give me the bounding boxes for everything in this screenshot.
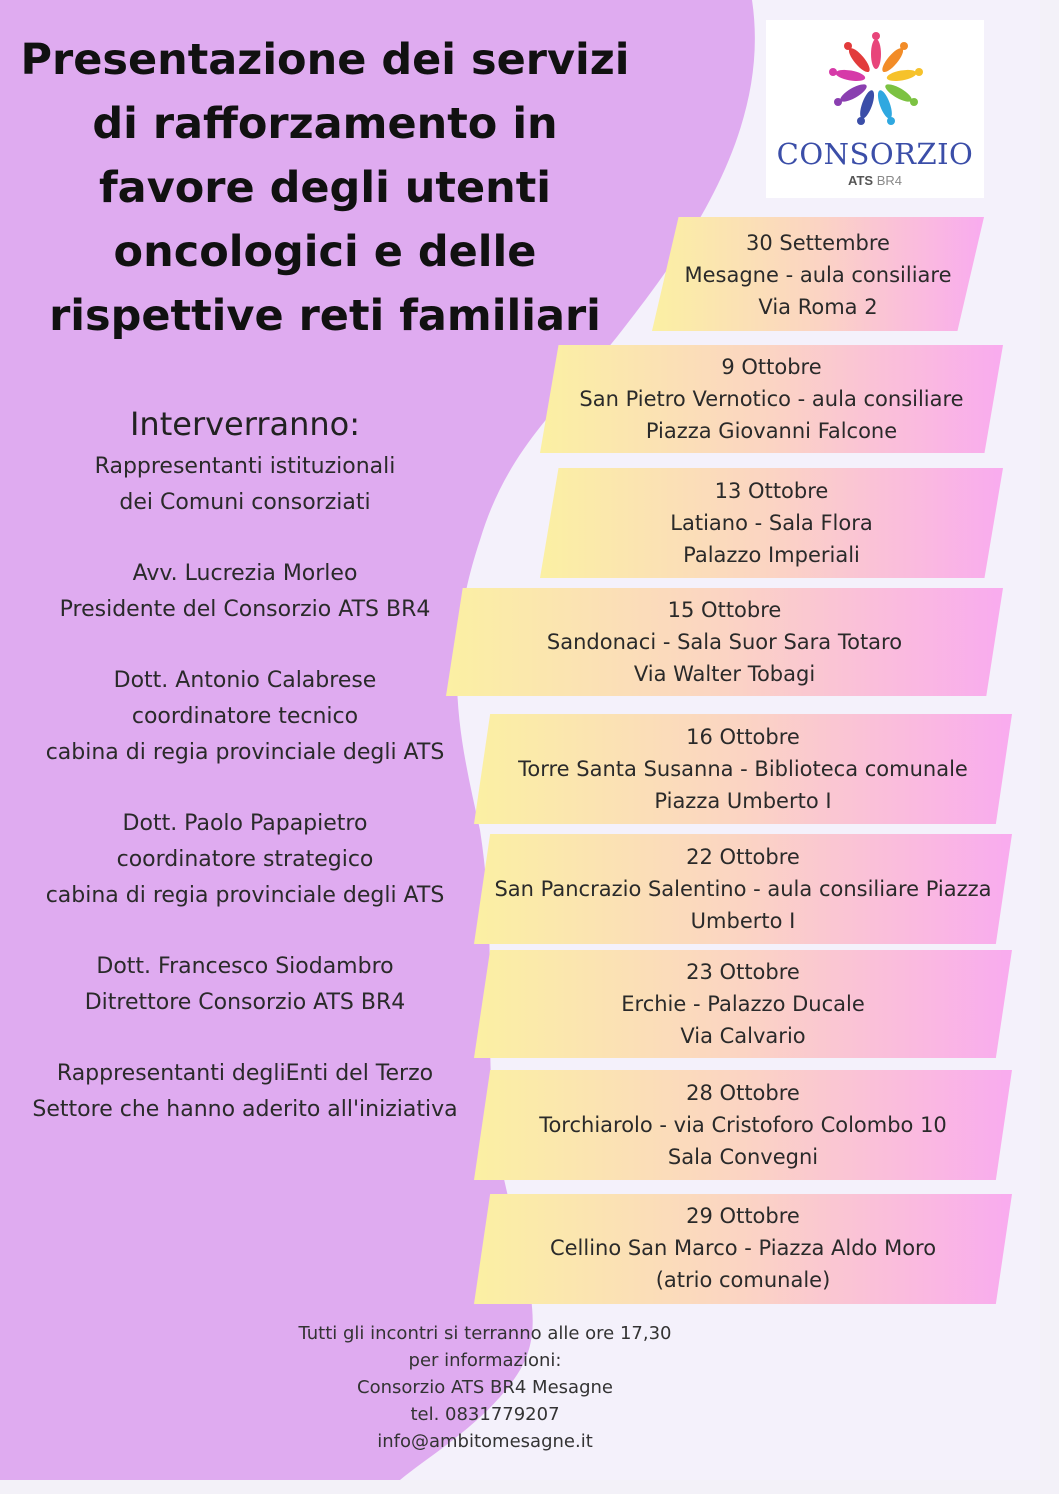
- logo-subtitle: [766, 173, 984, 188]
- title-line: oncologici e delle: [113, 227, 537, 277]
- event-date: 9 Ottobre: [721, 355, 822, 379]
- event-date: 13 Ottobre: [714, 479, 829, 503]
- event-text: [446, 594, 1003, 690]
- event-venue: Erchie - Palazzo Ducale: [621, 992, 865, 1016]
- title-line: rispettive reti familiari: [49, 291, 601, 341]
- title-line: di rafforzamento in: [92, 99, 558, 149]
- event-venue: Torchiarolo - via Cristoforo Colombo 10: [539, 1113, 947, 1137]
- flower-logo-icon: [766, 20, 984, 135]
- event-text: [474, 956, 1012, 1052]
- speaker-block: [10, 806, 480, 914]
- event-address: Piazza Giovanni Falcone: [645, 419, 898, 443]
- logo-brand: CONSORZIO: [776, 137, 974, 171]
- event-text: [474, 841, 1012, 937]
- event-venue: Sandonaci - Sala Suor Sara Totaro: [546, 630, 903, 654]
- speaker-line: Dott. Antonio Calabrese: [113, 668, 377, 693]
- event-text: [474, 1077, 1012, 1173]
- speakers-heading: Interverranno:: [129, 405, 360, 443]
- speaker-line: Avv. Lucrezia Morleo: [132, 561, 358, 586]
- event-text: [540, 475, 1003, 571]
- event-address: (atrio comunale): [655, 1268, 831, 1292]
- event-date: 30 Settembre: [746, 231, 890, 255]
- event-venue: Mesagne - aula consiliare: [684, 263, 952, 287]
- speaker-line: coordinatore strategico: [116, 847, 374, 872]
- footer-organization: Consorzio ATS BR4 Mesagne: [357, 1377, 613, 1398]
- speaker-line: Ditrettore Consorzio ATS BR4: [84, 990, 406, 1015]
- event-address: Piazza Umberto I: [654, 789, 832, 813]
- event-address: Via Calvario: [680, 1024, 806, 1048]
- speaker-line: Rappresentanti degliEnti del Terzo: [56, 1061, 434, 1086]
- event-text: [540, 351, 1003, 447]
- logo-sub-bold: ATS: [848, 173, 874, 188]
- event-venue: Cellino San Marco - Piazza Aldo Moro: [549, 1236, 937, 1260]
- event-venue: Latiano - Sala Flora: [670, 511, 873, 535]
- speaker-line: Rappresentanti istituzionali: [94, 454, 396, 479]
- speaker-line: cabina di regia provinciale degli ATS: [45, 740, 445, 765]
- speaker-block: [10, 663, 480, 771]
- footer-schedule-note: Tutti gli incontri si terranno alle ore 17,30: [298, 1323, 672, 1344]
- speaker-line: cabina di regia provinciale degli ATS: [45, 883, 445, 908]
- contact-footer: [250, 1320, 720, 1455]
- event-address: Umberto I: [690, 909, 796, 933]
- event-address: Via Roma 2: [758, 295, 878, 319]
- speaker-block: [10, 949, 480, 1021]
- event-text: [660, 227, 976, 323]
- poster-title: [20, 28, 630, 348]
- footer-email[interactable]: info@ambitomesagne.it: [377, 1431, 593, 1452]
- event-venue: San Pancrazio Salentino - aula consiliare Piazza: [494, 877, 992, 901]
- consorzio-logo: [766, 20, 984, 198]
- event-date: 23 Ottobre: [686, 960, 800, 984]
- speakers-section: [10, 405, 480, 1163]
- title-line: favore degli utenti: [98, 163, 552, 213]
- event-venue: San Pietro Vernotico - aula consiliare: [579, 387, 964, 411]
- logo-sub-light: BR4: [876, 173, 902, 188]
- event-text: [474, 1200, 1012, 1296]
- speaker-line: dei Comuni consorziati: [119, 490, 371, 515]
- speaker-block: [10, 556, 480, 628]
- event-date: 29 Ottobre: [686, 1204, 800, 1228]
- event-date: 15 Ottobre: [667, 598, 782, 622]
- speaker-block: [10, 1056, 480, 1128]
- event-address: Via Walter Tobagi: [633, 662, 816, 686]
- event-venue: Torre Santa Susanna - Biblioteca comunale: [518, 757, 968, 781]
- event-date: 16 Ottobre: [686, 725, 800, 749]
- speaker-line: Presidente del Consorzio ATS BR4: [59, 597, 431, 622]
- event-date: 28 Ottobre: [686, 1081, 800, 1105]
- title-line: Presentazione dei servizi: [20, 35, 630, 85]
- speaker-line: Dott. Paolo Papapietro: [122, 811, 368, 836]
- event-text: [474, 721, 1012, 817]
- footer-info-label: per informazioni:: [408, 1350, 562, 1371]
- speaker-line: coordinatore tecnico: [131, 704, 359, 729]
- footer-phone: tel. 0831779207: [410, 1404, 560, 1425]
- event-address: Sala Convegni: [667, 1145, 819, 1169]
- speaker-line: Settore che hanno aderito all'iniziativa: [32, 1097, 458, 1122]
- event-date: 22 Ottobre: [686, 845, 800, 869]
- event-address: Palazzo Imperiali: [683, 543, 860, 567]
- speaker-line: Dott. Francesco Siodambro: [96, 954, 394, 979]
- speaker-block: [10, 449, 480, 521]
